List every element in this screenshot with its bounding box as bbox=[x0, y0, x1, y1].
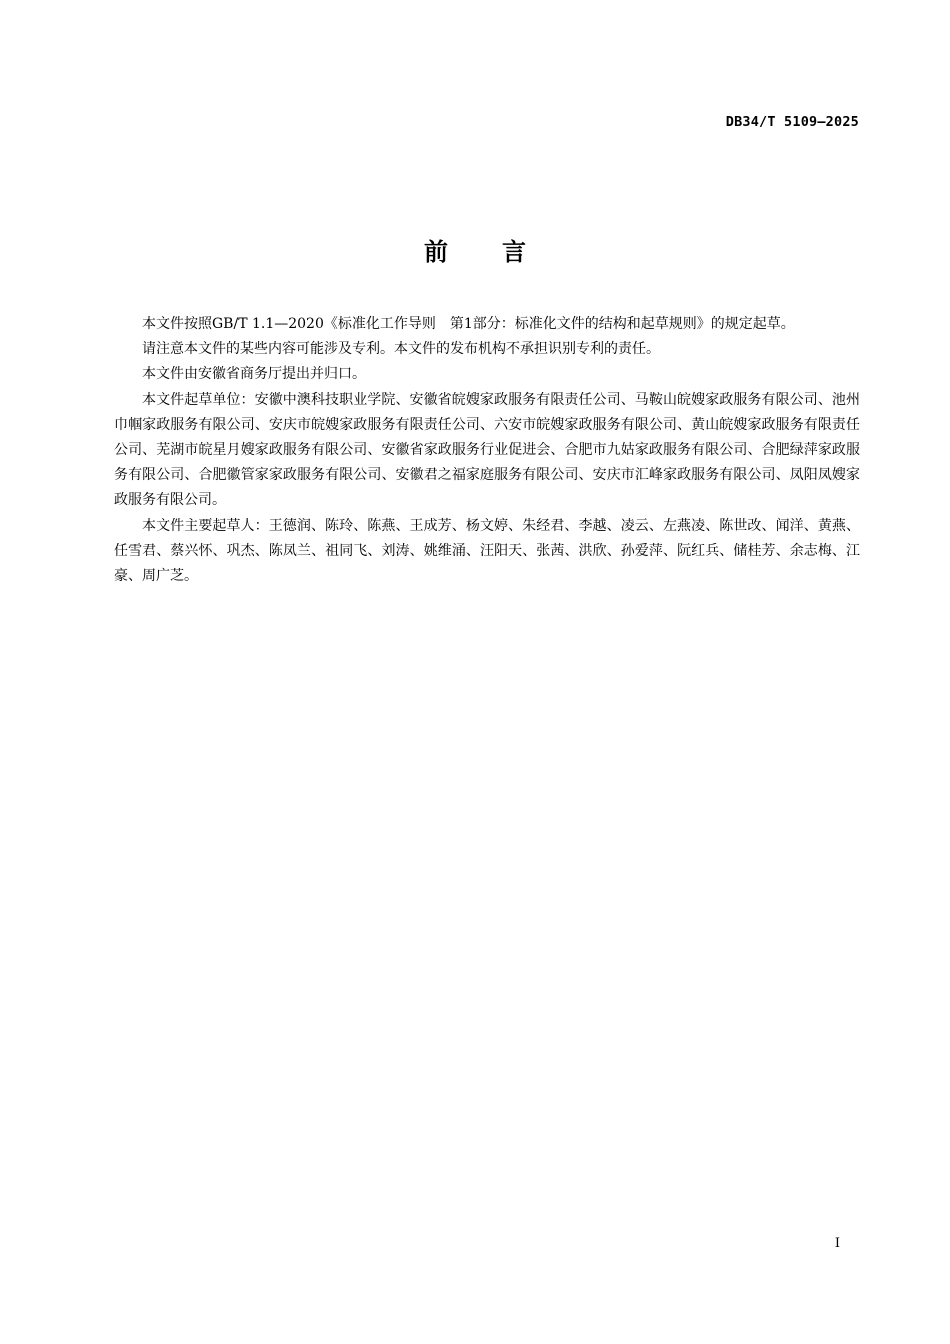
page-number: I bbox=[834, 1236, 840, 1251]
title-char-1: 前 bbox=[424, 238, 448, 266]
paragraph-patent-notice: 请注意本文件的某些内容可能涉及专利。本文件的发布机构不承担识别专利的责任。 bbox=[142, 341, 660, 358]
paragraph-drafting-units: 本文件起草单位：安徽中澳科技职业学院、安徽省皖嫂家政服务有限责任公司、马鞍山皖嫂家政服务有限公司、池州巾帼家政服务有限公司、安庆市皖嫂家政服务有限责任公司、六安市皖嫂家政服务有限公司、黄山皖嫂家政服务有限责任公司、芜湖市皖星月嫂家政服务有限公司、安徽省家政服务行业促进会、合肥市九姑家政服务有限公司、合肥绿萍家政服务有限公司、合肥徽管家家政服务有限公司、安徽君之福家庭服务有限公司、安庆市汇峰家政服务有限公司、凤阳凤嫂家政服务有限公司。 bbox=[114, 391, 860, 509]
foreword-body bbox=[114, 312, 860, 589]
section-title bbox=[0, 232, 950, 267]
paragraph-drafters: 本文件主要起草人：王德润、陈玲、陈燕、王成芳、杨文婷、朱经君、李越、凌云、左燕凌、陈世改、闻洋、黄燕、任雪君、蔡兴怀、巩杰、陈凤兰、祖同飞、刘涛、姚维涌、汪阳天、张茜、洪欣、孙爱萍、阮红兵、储桂芳、余志梅、江豪、周广芝。 bbox=[114, 517, 860, 585]
paragraph-drafting-rules: 本文件按照GB/T 1.1—2020《标准化工作导则 第1部分：标准化文件的结构和起草规则》的规定起草。 bbox=[142, 316, 795, 332]
document-code: DB34/T 5109—2025 bbox=[725, 114, 859, 130]
paragraph-proposer: 本文件由安徽省商务厅提出并归口。 bbox=[142, 366, 366, 383]
title-char-2: 言 bbox=[502, 238, 526, 266]
